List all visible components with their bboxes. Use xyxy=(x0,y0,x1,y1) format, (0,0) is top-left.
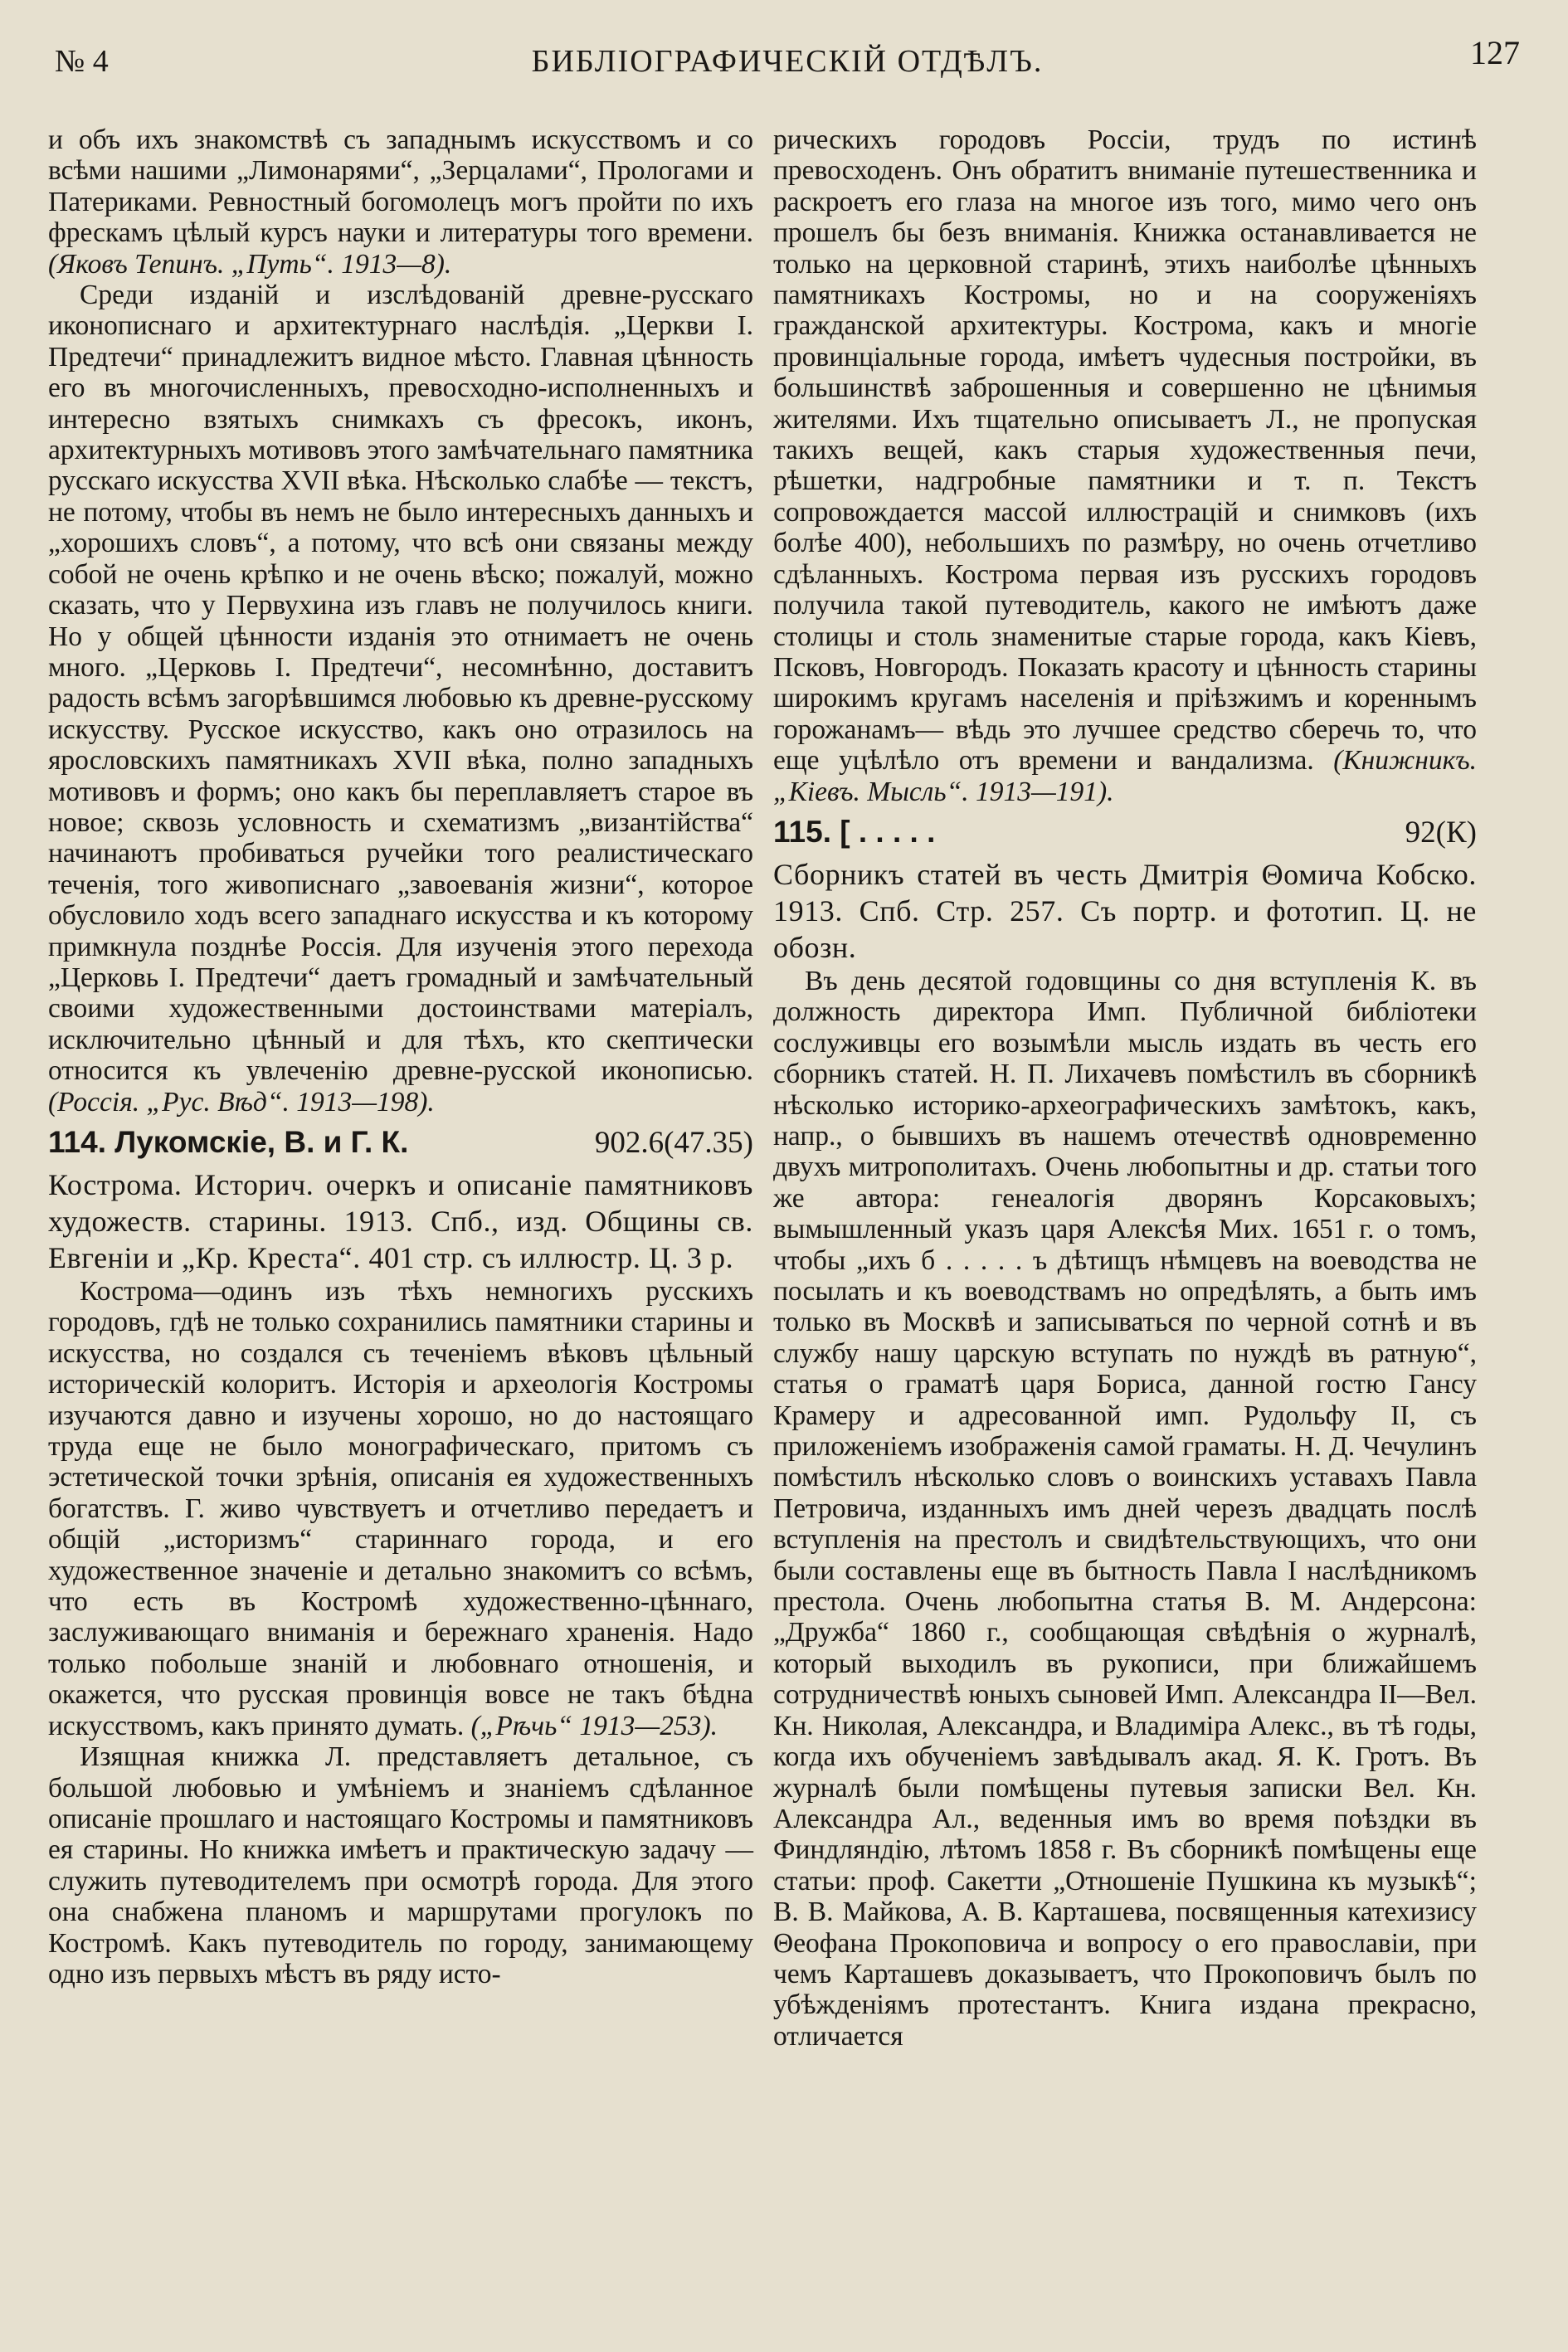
review-paragraph xyxy=(48,1276,753,1741)
review-paragraph: Въ день десятой годовщины со дня вступленiя К. въ должность директора Имп. Публичной библiотеки сослуживцы его возымѣли мысль издать въ честь его сборникъ статей. Н. П. Лихачевъ помѣстилъ въ сборникѣ нѣсколько историко-археографическихъ замѣтокъ, какъ, напр., о бывшихъ въ нашемъ отечествѣ одновременно двухъ митрополитахъ. Очень любопытны и др. статьи того же автора: генеалогiя дворянъ Корсаковыхъ; вымышленный указъ царя Алексѣя Мих. 1651 г. о томъ, чтобы „ихъ б . . . . . ъ дѣтищъ нѣмцевъ на воеводства не посылать и къ воеводствамъ но опредѣлять, а быть имъ только въ Москвѣ и записываться по черной сотнѣ и въ службу нашу царскую вступать по нуждѣ въ ратную“, статья о граматѣ царя Бориса, данной гостю Гансу Крамеру и адресованной имп. Рудольфу II, съ приложенiемъ изображенiя самой граматы. Н. Д. Чечулинъ помѣстилъ нѣсколько словъ о воинскихъ уставахъ Павла Петровича, изданныхъ имъ дней черезъ двадцать послѣ вступленiя на престолъ и свидѣтельствующихъ, что они были составлены еще въ бытность Павла I наслѣдникомъ престола. Очень любопытна статья В. М. Андерсона: „Дружба“ 1860 г., сообщающая свѣдѣнiя о журналѣ, который выходилъ въ рукописи, при ближайшемъ сотрудничествѣ юныхъ сыновей Имп. Александра II—Вел. Кн. Николая, Александра, и Владимiра Алекс., въ тѣ годы, когда ихъ обученiемъ завѣдывалъ акад. Я. К. Гротъ. Въ журналѣ были помѣщены путевыя записки Вел. Кн. Александра Ал., веденныя имъ во время поѣздки въ Финдляндiю, лѣтомъ 1858 г. Въ сборникѣ помѣщены еще статьи: проф. Сакетти „Отношенiе Пушкина къ музыкѣ“; В. В. Майкова, А. В. Карташева, посвященныя катехизису Θеофана Прокоповича и вопросу о его православiи, при чемъ Карташевъ доказываетъ, что Прокоповичъ былъ по убѣжденiямъ протестантъ. Книга издана прекрасно, отличается xyxy=(773,965,1477,2052)
paragraph-text: и объ ихъ знакомствѣ съ западнымъ искусствомъ и со всѣми нашими „Лимонарями“, „Зерцалами“, Прологами и Патериками. Ревностный богомолецъ могъ пройти по ихъ фрескамъ цѣлый курсъ науки и литературы того времени. xyxy=(48,124,753,249)
continued-paragraph xyxy=(773,124,1477,807)
classification-code: 902.6(47.35) xyxy=(594,1126,753,1160)
review-paragraph: Изящная книжка Л. представляетъ детальное, съ большой любовью и умѣнiемъ и знанiемъ сдѣланное описанiе прошлаго и настоящаго Костромы и памятниковъ ея старины. Но книжка имѣетъ и практическую задачу — служить путеводителемъ при осмотрѣ города. Для этого она снабжена планомъ и маршрутами прогулокъ по Костромѣ. Какъ путеводитель по городу, занимающему одно изъ первыхъ мѣстъ въ ряду исто- xyxy=(48,1741,753,1989)
entry-author: Лукомскiе, В. и Г. К. xyxy=(114,1125,409,1159)
entry-number: 114. xyxy=(48,1125,106,1159)
entry-title xyxy=(773,814,935,850)
issue-number: № 4 xyxy=(55,44,109,79)
section-title: БИБЛIОГРАФИЧЕСКIЙ ОТДѢЛЪ. xyxy=(531,44,1044,79)
page-header xyxy=(55,32,1520,90)
entry-description: Кострома. Историч. очеркъ и описанiе памятниковъ художеств. старины. 1913. Спб., изд. Общины св. Евгенiи и „Кр. Креста“. 401 стр. съ иллюстр. Ц. 3 р. xyxy=(48,1168,753,1274)
entry-author: [ . . . . . xyxy=(840,814,936,849)
right-column xyxy=(773,124,1477,2052)
paragraph-text: рическихъ городовъ Россiи, трудъ по истинѣ превосходенъ. Онъ обратитъ вниманiе путешественника и раскроетъ его глаза на многое изъ того, мимо чего онъ прошелъ бы безъ вниманiя. Книжка останавливается не только на церковной старинѣ, этихъ наиболѣе цѣнныхъ памятникахъ Костромы, но и на сооруженiяхъ гражданской архитектуры. Кострома, какъ и многiе провинцiальные города, имѣетъ чудесныя постройки, въ большинствѣ заброшенныя и совершенно не цѣнимыя жителями. Ихъ тщательно описываетъ Л., не пропуская такихъ вещей, какъ старыя художественныя печи, рѣшетки, надгробные памятники и т. п. Текстъ сопровождается массой иллюстрацiй и снимковъ (ихъ болѣе 400), небольшихъ по размѣру, но очень отчетливо сдѣланныхъ. Кострома первая изъ русскихъ городовъ получила такой путеводитель, какого не имѣютъ даже столицы и столь знаменитые старые города, какъ Кiевъ, Псковъ, Новгородъ. Показать красоту и цѣнность старины широкимъ кругамъ населенiя и прiѣзжимъ и кореннымъ горожанамъ— вѣдь это лучшее средство сберечь то, что еще уцѣлѣло отъ времени и вандализма. xyxy=(773,124,1477,777)
review-source: (Яковъ Тепинъ. „Путь“. 1913—8). xyxy=(48,248,452,280)
entry-description: Сборникъ статей въ честь Дмитрiя Θомича Кобско. 1913. Спб. Стр. 257. Съ портр. и фототип. Ц. не обозн. xyxy=(773,857,1477,964)
paragraph-text: Кострома—одинъ изъ тѣхъ немногихъ русскихъ городовъ, гдѣ не только сохранились памятники старины и искусства, но создался съ теченiемъ вѣковъ цѣльный историческiй колоритъ. Исторiя и археологiя Костромы изучаются давно и изучены хорошо, но до настоящаго труда еще не было монографическаго, притомъ съ эстетической точки зрѣнiя, описанiя ея художественныхъ богатствъ. Г. живо чувствуетъ и отчетливо передаетъ и общiй „историзмъ“ стариннаго города, и его художественное значенiе и детально знакомитъ со всѣмъ, что есть въ Костромѣ художественно-цѣннаго, заслуживающаго вниманiя и бережнаго храненiя. Надо только побольше знанiй и любовнаго отношенiя, и окажется, что русская провинцiя вовсе не такъ бѣдна искусствомъ, какъ принято думать. xyxy=(48,1276,753,1741)
classification-code: 92(К) xyxy=(1405,815,1477,850)
entry-number: 115. xyxy=(773,814,831,849)
left-column xyxy=(48,124,753,1989)
page-number: 127 xyxy=(1470,34,1520,71)
entry-heading-114 xyxy=(48,1124,753,1161)
review-source: (Россiя. „Рус. Вѣд“. 1913—198). xyxy=(48,1086,435,1118)
review-paragraph xyxy=(48,280,753,1118)
entry-heading-115 xyxy=(773,814,1477,851)
entry-title xyxy=(48,1124,408,1161)
continued-paragraph xyxy=(48,124,753,280)
paragraph-text: Среди изданiй и изслѣдованiй древне-русскаго иконописнаго и архитектурнаго наслѣдiя. „Церкви I. Предтечи“ принадлежитъ видное мѣсто. Главная цѣнность его въ многочисленныхъ, превосходно-исполненныхъ и интересно взятыхъ снимкахъ съ фресокъ, иконъ, архитектурныхъ мотивовъ этого замѣчательнаго памятника русскаго искусства XVII вѣка. Нѣсколько слабѣе — текстъ, не потому, чтобы въ немъ не было интересныхъ данныхъ и „хорошихъ словъ“, а потому, что всѣ они связаны между собой не очень крѣпко и не очень вѣско; пожалуй, можно сказать, что у Первухина изъ главъ не получилось книги. Но у общей цѣнности изданiя это отнимаетъ не очень много. „Церковь I. Предтечи“, несомнѣнно, доставитъ радость всѣмъ загорѣвшимся любовью къ древне-русскому искусству. Русское искусство, какъ оно отразилось на ярословскихъ памятникахъ XVII вѣка, полно западныхъ мотивовъ и формъ; оно какъ бы переплавляетъ старое въ новое; сквозь условность и схематизмъ „византiйства“ начинаютъ пробиваться ручейки того реалистическаго теченiя, того живописнаго „завоеванiя жизни“, которое обусловило ходъ всего западнаго искусства и къ которому примкнула позднѣе Россiя. Для изученiя этого перехода „Церковь I. Предтечи“ даетъ громадный и замѣчательный своими художественными достоинствами матерiалъ, исключительно цѣнный и для тѣхъ, кто скептически относится къ увлеченiю древне-русской иконописью. xyxy=(48,280,753,1087)
review-source: („Рѣчь“ 1913—253). xyxy=(470,1710,718,1741)
review-source: (Книжникъ. „Кiевъ. Мысль“. 1913—191). xyxy=(773,745,1477,807)
